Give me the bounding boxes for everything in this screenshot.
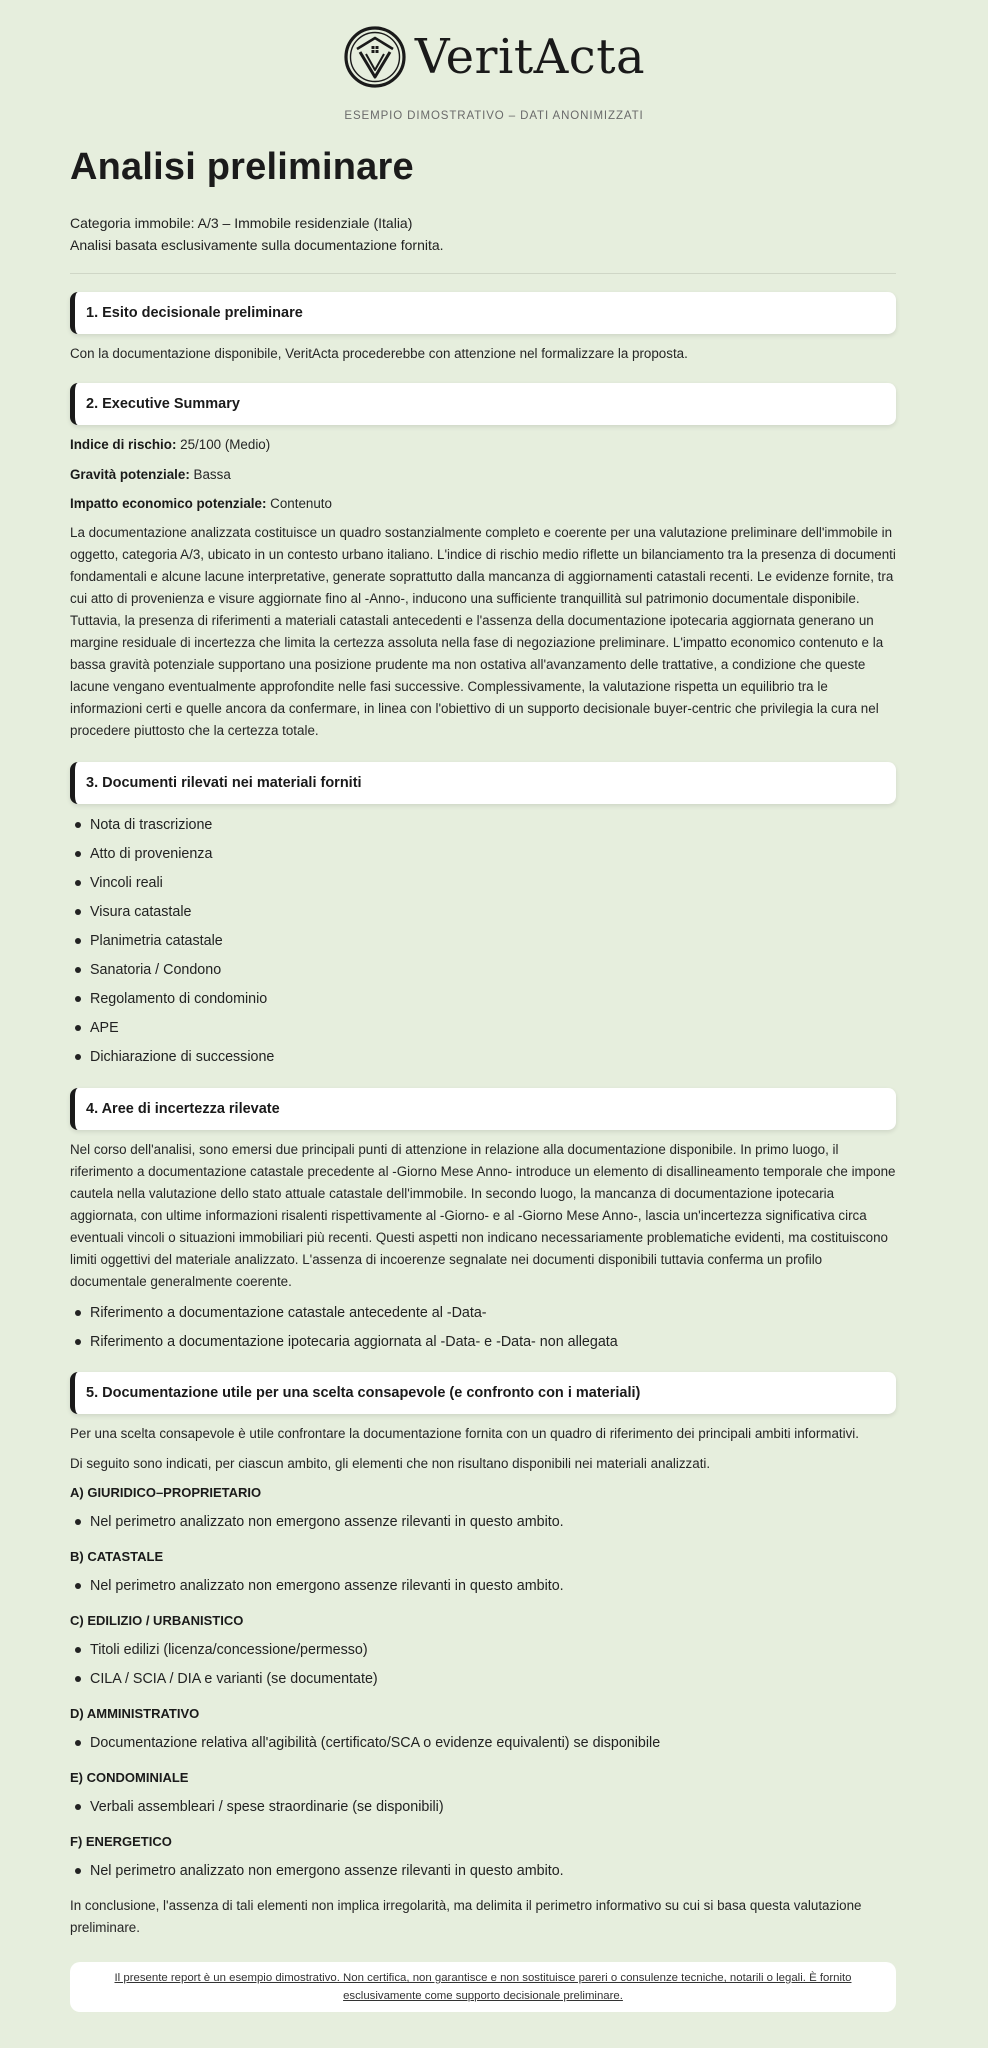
list-item: Vincoli reali xyxy=(70,872,896,901)
section-5-intro-2: Di seguito sono indicati, per ciascun ambito, gli elementi che non risultano disponibili nei materiali analizzati. xyxy=(70,1456,711,1471)
uncertainty-text: Nel corso dell'analisi, sono emersi due principali punti di attenzione in relazione alla documentazione disponibile. In primo luogo, il riferimento a documentazione catastale precedente al -Giorno Mese Anno- introduce un elemento di disallineamento temporale che impone cautela nella valutazione dello stato attuale catastale dell'immobile. In secondo luogo, la mancanza di documentazione ipotecaria aggiornata, con ultime informazioni risalenti rispettivamente al -Giorno- e al -Giorno Mese Anno-, lascia un'incertezza significativa circa eventuali vincoli o situazioni immobiliari più recenti. Questi aspetti non indicano necessariamente problematiche evidenti, ma costituiscono limiti oggettivi del materiale analizzato. L'assenza di incoerenze segnalate nei documenti disponibili tuttavia conferma un profilo documentale generalmente coerente. xyxy=(70,1142,896,1289)
severity-value: Bassa xyxy=(193,467,231,482)
risk-index xyxy=(70,437,896,452)
list-item: APE xyxy=(70,1017,896,1046)
analysis-basis: Analisi basata esclusivamente sulla documentazione fornita. xyxy=(70,237,444,253)
list-item: Nota di trascrizione xyxy=(70,814,896,843)
group-e-title: E) CONDOMINIALE xyxy=(70,1770,189,1785)
list-item: Sanatoria / Condono xyxy=(70,959,896,988)
list-item: Titoli edilizi (licenza/concessione/permesso) xyxy=(70,1639,896,1668)
list-item: Documentazione relativa all'agibilità (certificato/SCA o evidenze equivalenti) se disponibile xyxy=(70,1732,896,1761)
disclaimer-footer: Il presente report è un esempio dimostrativo. Non certifica, non garantisce e non sostituisce pareri o consulenze tecniche, notarili o legali. È fornito esclusivamente come supporto decisionale preliminare. xyxy=(70,1962,896,2012)
section-5-intro-1: Per una scelta consapevole è utile confrontare la documentazione fornita con un quadro di riferimento dei principali ambiti informativi. xyxy=(70,1426,859,1441)
group-f-list xyxy=(70,1860,896,1889)
severity-label: Gravità potenziale: xyxy=(70,467,190,482)
group-a-list xyxy=(70,1511,896,1540)
page-title: Analisi preliminare xyxy=(70,146,414,188)
risk-index-label: Indice di rischio: xyxy=(70,437,177,452)
economic-impact xyxy=(70,496,896,511)
group-a-title: A) GIURIDICO–PROPRIETARIO xyxy=(70,1485,262,1500)
uncertainty-list xyxy=(70,1302,896,1360)
potential-severity xyxy=(70,467,896,482)
group-b-list xyxy=(70,1575,896,1604)
group-f-title: F) ENERGETICO xyxy=(70,1834,172,1849)
list-item: Visura catastale xyxy=(70,901,896,930)
report-meta xyxy=(70,212,896,256)
section-2-heading: 2. Executive Summary xyxy=(70,383,896,425)
demo-tag: ESEMPIO DIMOSTRATIVO – DATI ANONIMIZZATI xyxy=(344,110,644,122)
house-shield-logo-icon xyxy=(343,25,407,89)
risk-index-value: 25/100 (Medio) xyxy=(180,437,271,452)
section-3-heading: 3. Documenti rilevati nei materiali forniti xyxy=(70,762,896,804)
property-category: Categoria immobile: A/3 – Immobile residenziale (Italia) xyxy=(70,215,413,231)
list-item: Verbali assembleari / spese straordinarie (se disponibili) xyxy=(70,1796,896,1825)
group-c-list xyxy=(70,1639,896,1697)
documents-list xyxy=(70,814,896,1075)
impact-value: Contenuto xyxy=(270,496,332,511)
list-item: Riferimento a documentazione ipotecaria aggiornata al -Data- e -Data- non allegata xyxy=(70,1331,896,1360)
group-d-title: D) AMMINISTRATIVO xyxy=(70,1706,200,1721)
section-4-heading: 4. Aree di incertezza rilevate xyxy=(70,1088,896,1130)
brand-name: VeritActa xyxy=(414,29,646,85)
list-item: Atto di provenienza xyxy=(70,843,896,872)
list-item: Regolamento di condominio xyxy=(70,988,896,1017)
list-item: Riferimento a documentazione catastale antecedente al -Data- xyxy=(70,1302,896,1331)
group-b-title: B) CATASTALE xyxy=(70,1549,164,1564)
group-d-list xyxy=(70,1732,896,1761)
header-divider xyxy=(70,273,896,274)
list-item: Nel perimetro analizzato non emergono assenze rilevanti in questo ambito. xyxy=(70,1575,896,1604)
list-item: CILA / SCIA / DIA e varianti (se documentate) xyxy=(70,1668,896,1697)
impact-label: Impatto economico potenziale: xyxy=(70,496,267,511)
section-5-conclusion: In conclusione, l'assenza di tali elementi non implica irregolarità, ma delimita il perimetro informativo su cui si basa questa valutazione preliminare. xyxy=(70,1898,862,1935)
group-e-list xyxy=(70,1796,896,1825)
executive-summary-text: La documentazione analizzata costituisce un quadro sostanzialmente completo e coerente per una valutazione preliminare dell'immobile in oggetto, categoria A/3, ubicato in un contesto urbano italiano. L'indice di rischio medio riflette un bilanciamento tra la presenza di documenti fondamentali e alcune lacune interpretative, generate soprattutto dalla mancanza di aggiornamenti catastali recenti. Le evidenze fornite, tra cui atto di provenienza e visure aggiornate fino al -Anno-, inducono una sufficiente tranquillità sul patrimonio documentale disponibile. Tuttavia, la presenza di riferimenti a materiali catastali antecedenti e l'assenza della documentazione ipotecaria aggiornata generano un margine residuale di incertezza che limita la certezza assoluta nella fase di negoziazione preliminare. L'impatto economico contenuto e la bassa gravità potenziale supportano una posizione prudente ma non ostativa all'avanzamento delle trattative, a condizione che queste lacune vengano eventualmente approfondite nelle fasi successive. Complessivamente, la valutazione rispetta un equilibrio tra le informazioni certi e quelle ancora da confermare, in linea con l'obiettivo di un supporto decisionale buyer-centric che privilegia la cura nel procedere piuttosto che la certezza totale. xyxy=(70,525,896,738)
brand-header xyxy=(0,24,988,90)
list-item: Nel perimetro analizzato non emergono assenze rilevanti in questo ambito. xyxy=(70,1511,896,1540)
list-item: Nel perimetro analizzato non emergono assenze rilevanti in questo ambito. xyxy=(70,1860,896,1889)
group-c-title: C) EDILIZIO / URBANISTICO xyxy=(70,1613,244,1628)
list-item: Dichiarazione di successione xyxy=(70,1046,896,1075)
section-5-heading: 5. Documentazione utile per una scelta consapevole (e confronto con i materiali) xyxy=(70,1372,896,1414)
list-item: Planimetria catastale xyxy=(70,930,896,959)
section-1-text: Con la documentazione disponibile, VeritActa procederebbe con attenzione nel formalizzare la proposta. xyxy=(70,346,688,361)
section-1-heading: 1. Esito decisionale preliminare xyxy=(70,292,896,334)
